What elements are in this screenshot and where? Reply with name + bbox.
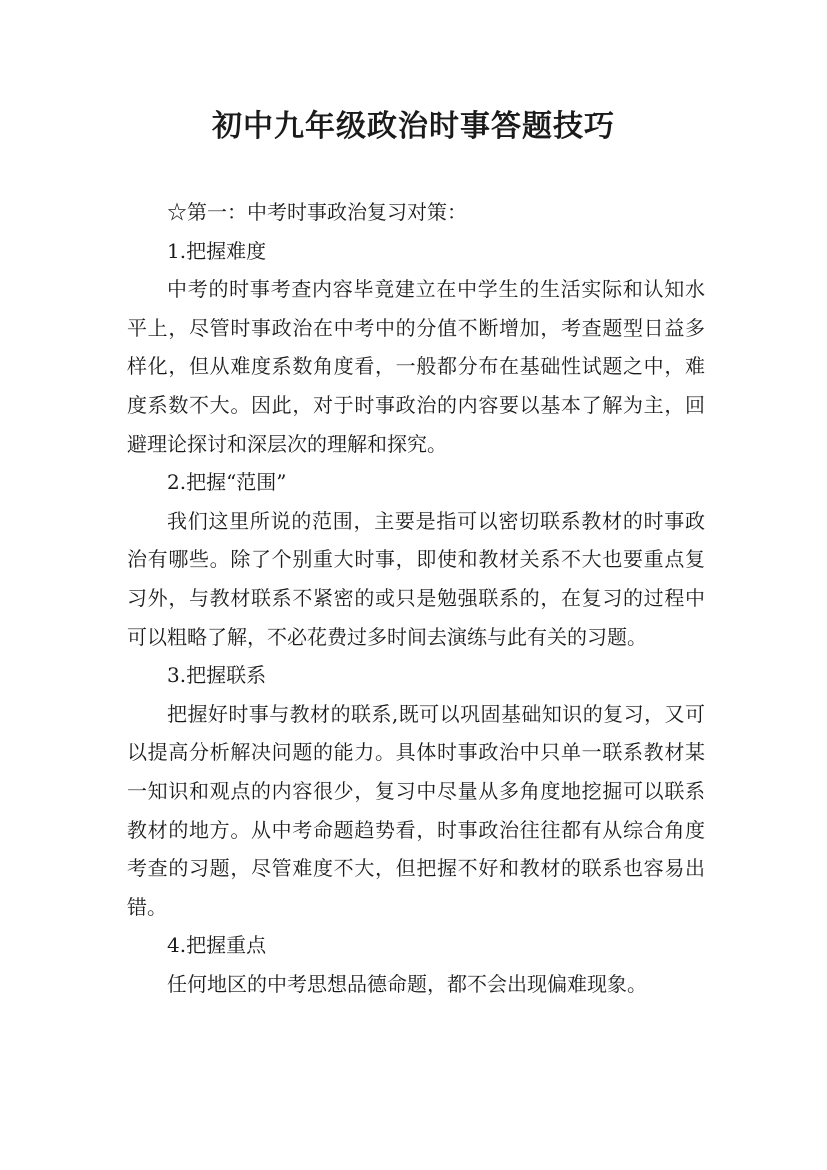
section-paragraph-4: 任何地区的中考思想品德命题，都不会出现偏难现象。 (167, 971, 647, 996)
section-heading-main: ☆第一：中考时事政治复习对策： (167, 200, 467, 224)
document-title: 初中九年级政治时事答题技巧 (212, 109, 615, 144)
section-paragraph-1: 中考的时事考查内容毕竟建立在中学生的生活实际和认知水平上，尽管时事政治在中考中的分值不断增加，考查题型日益多样化，但从难度系数角度看，一般都分布在基础性试题之中，难度系数不大。因此，对于时事政治的内容要以基本了解为主，回避理论探讨和深层次的理解和探究。 (127, 277, 705, 456)
section-paragraph-2: 我们这里所说的范围，主要是指可以密切联系教材的时事政治有哪些。除了个别重大时事，即使和教材关系不大也要重点复习外，与教材联系不紧密的或只是勉强联系的，在复习的过程中可以粗略了解，不必花费过多时间去演练与此有关的习题。 (127, 508, 705, 649)
document-body (127, 193, 705, 1003)
section-heading-2: 2.把握“范围” (167, 470, 287, 495)
section-heading-3: 3.把握联系 (167, 663, 267, 688)
section-paragraph-3: 把握好时事与教材的联系,既可以巩固基础知识的复习，又可以提高分析解决问题的能力。具体时事政治中只单一联系教材某一知识和观点的内容很少，复习中尽量从多角度地挖掘可以联系教材的地方。从中考命题趋势看，时事政治往往都有从综合角度考查的习题，尽管难度不大，但把握不好和教材的联系也容易出错。 (127, 701, 705, 919)
section-heading-4: 4.把握重点 (167, 933, 267, 958)
section-heading-1: 1.把握难度 (167, 238, 267, 263)
